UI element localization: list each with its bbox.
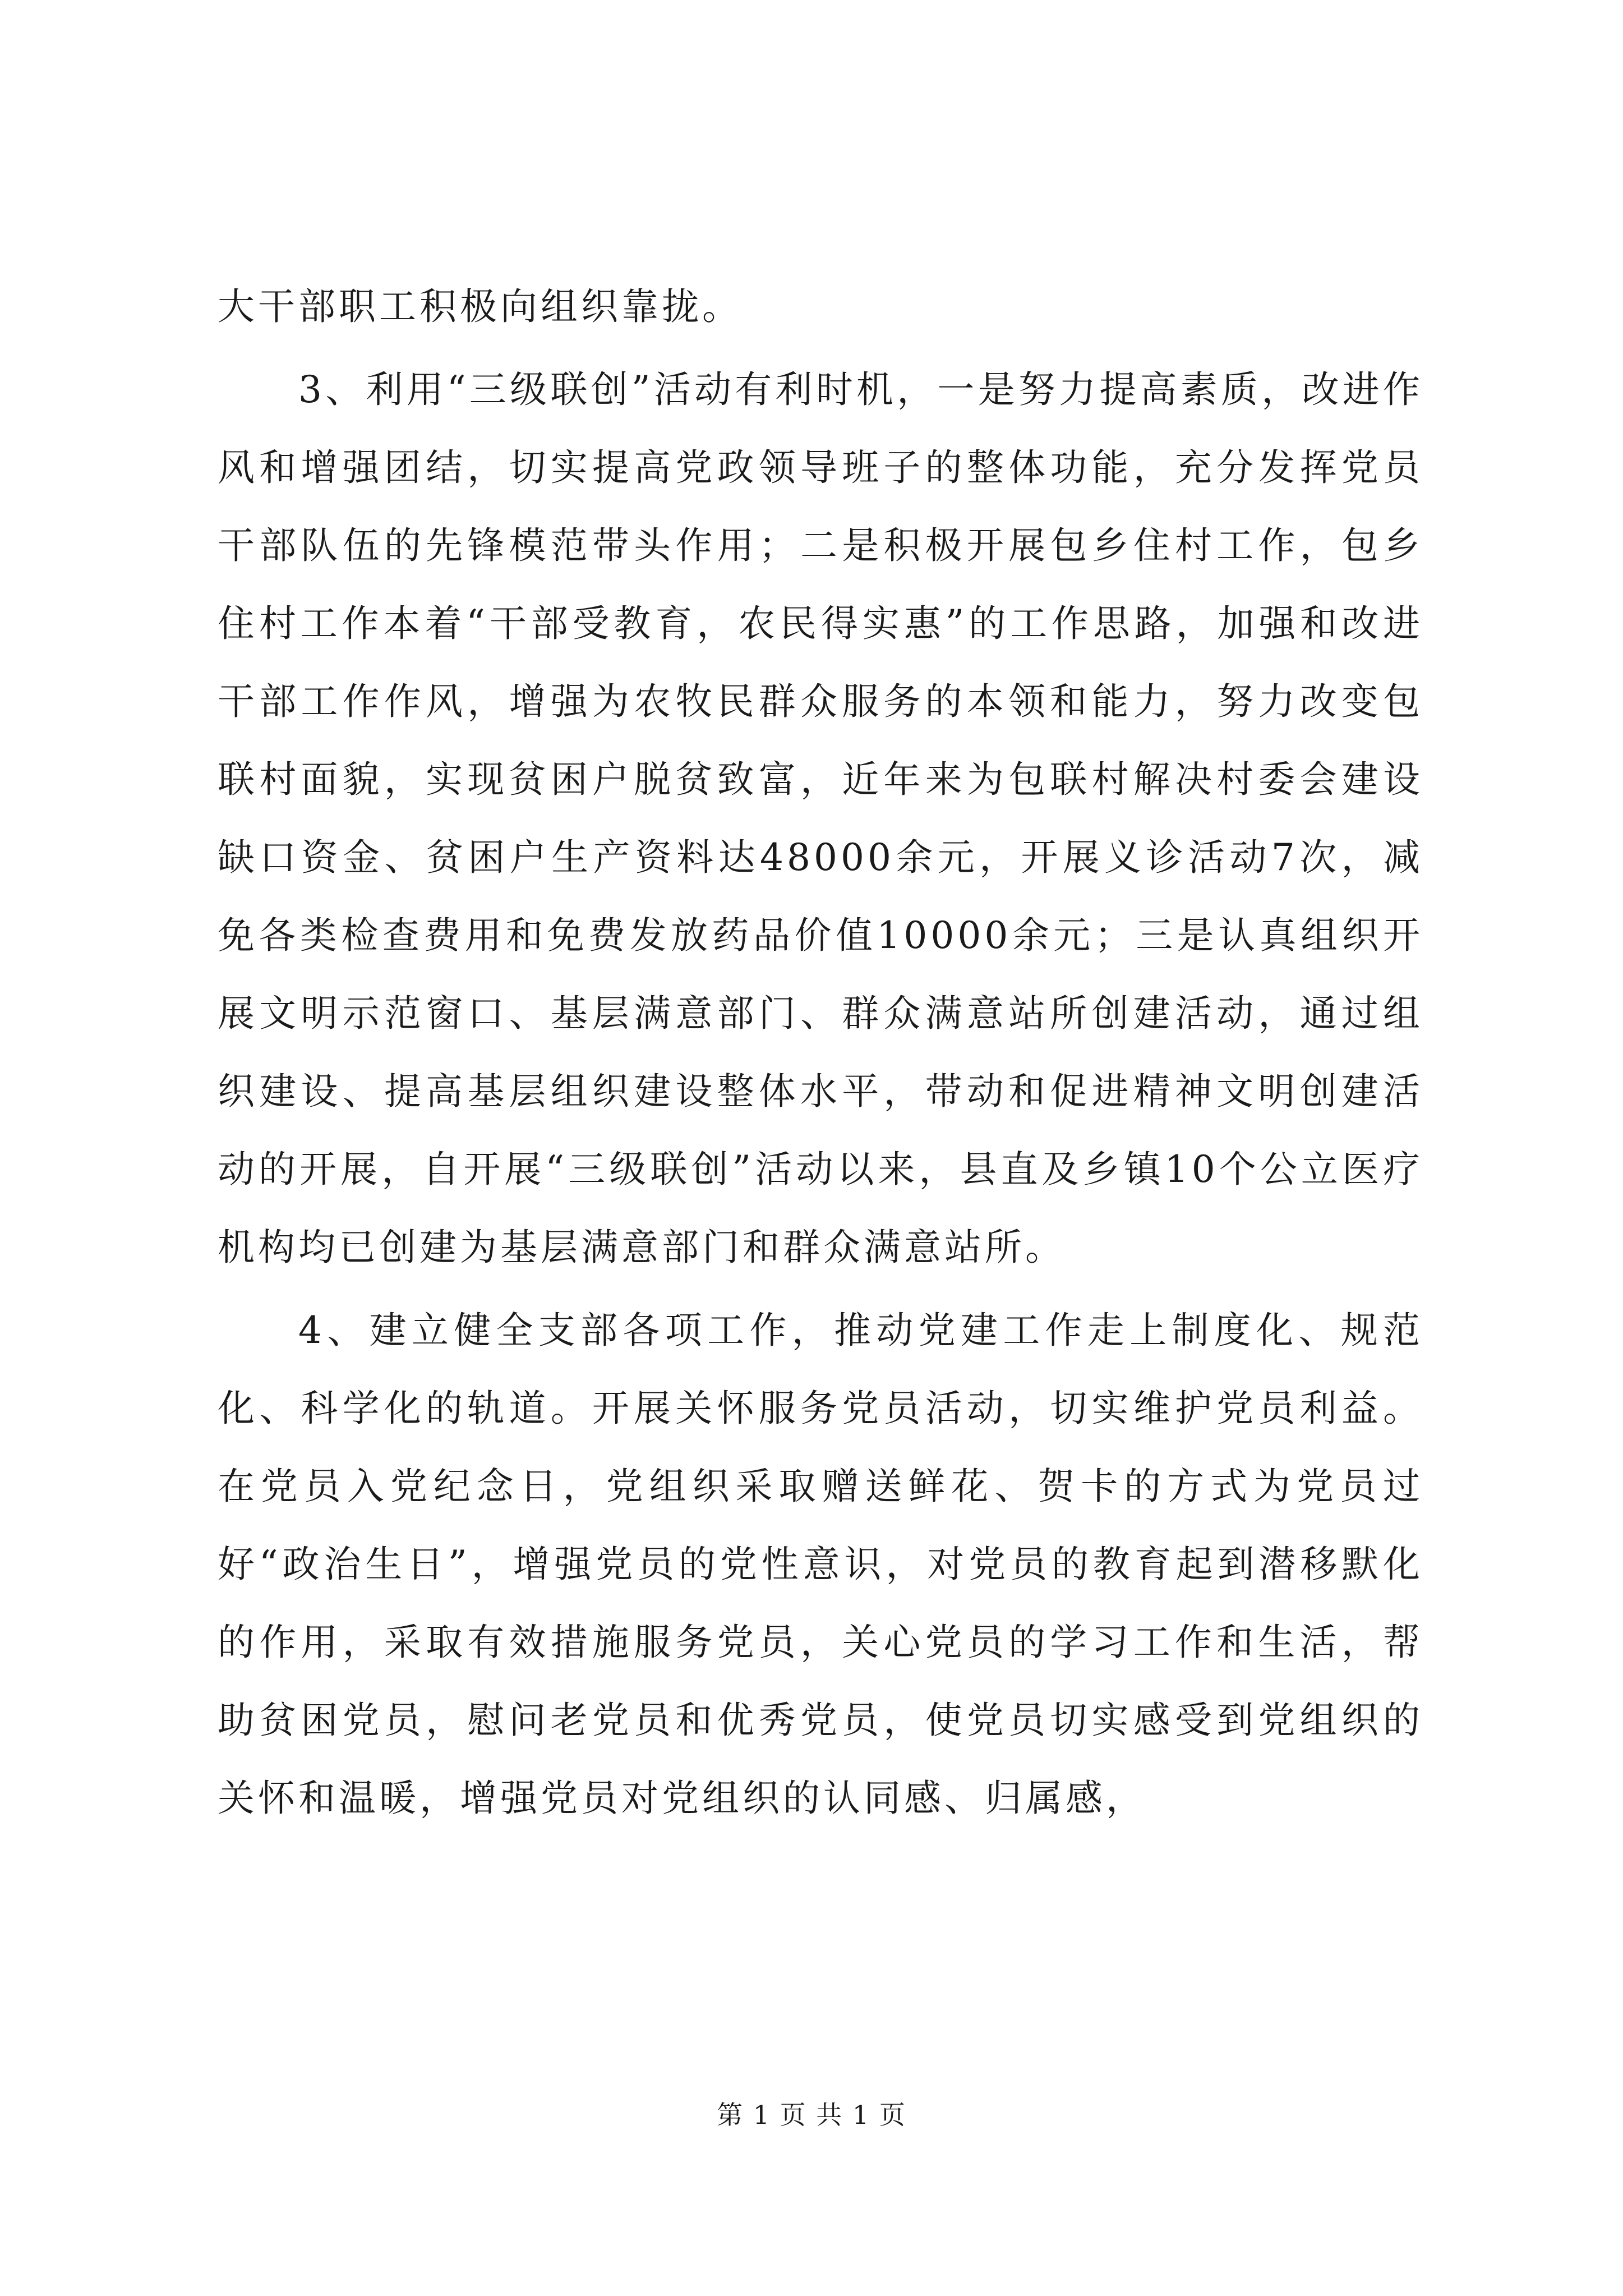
paragraph-continuation: 大干部职工积极向组织靠拢。 (218, 285, 743, 328)
paragraph-item-4: 4、建立健全支部各项工作，推动党建工作走上制度化、规范化、科学化的轨道。开展关怀服务党员活动，切实维护党员利益。在党员入党纪念日，党组织采取赠送鲜花、贺卡的方式为党员过好“政治生日”，增强党员的党性意识，对党员的教育起到潜移默化的作用，采取有效措施服务党员，关心党员的学习工作和生活，帮助贫困党员，慰问老党员和优秀党员，使党员切实感受到党组织的关怀和温暖，增强党员对党组织的认同感、归属感， (218, 1309, 1423, 1820)
document-body (218, 268, 1423, 1837)
page-footer: 第 1 页 共 1 页 (717, 2100, 906, 2130)
paragraph-item-3: 3、利用“三级联创”活动有利时机，一是努力提高素质，改进作风和增强团结，切实提高党政领导班子的整体功能，充分发挥党员干部队伍的先锋模范带头作用；二是积极开展包乡住村工作，包乡住村工作本着“干部受教育，农民得实惠”的工作思路，加强和改进干部工作作风，增强为农牧民群众服务的本领和能力，努力改变包联村面貌，实现贫困户脱贫致富，近年来为包联村解决村委会建设缺口资金、贫困户生产资料达48000余元，开展义诊活动7次，减免各类检查费用和免费发放药品价值10000余元；三是认真组织开展文明示范窗口、基层满意部门、群众满意站所创建活动，通过组织建设、提高基层组织建设整体水平，带动和促进精神文明创建活动的开展，自开展“三级联创”活动以来，县直及乡镇10个公立医疗机构均已创建为基层满意部门和群众满意站所。 (218, 368, 1423, 1269)
